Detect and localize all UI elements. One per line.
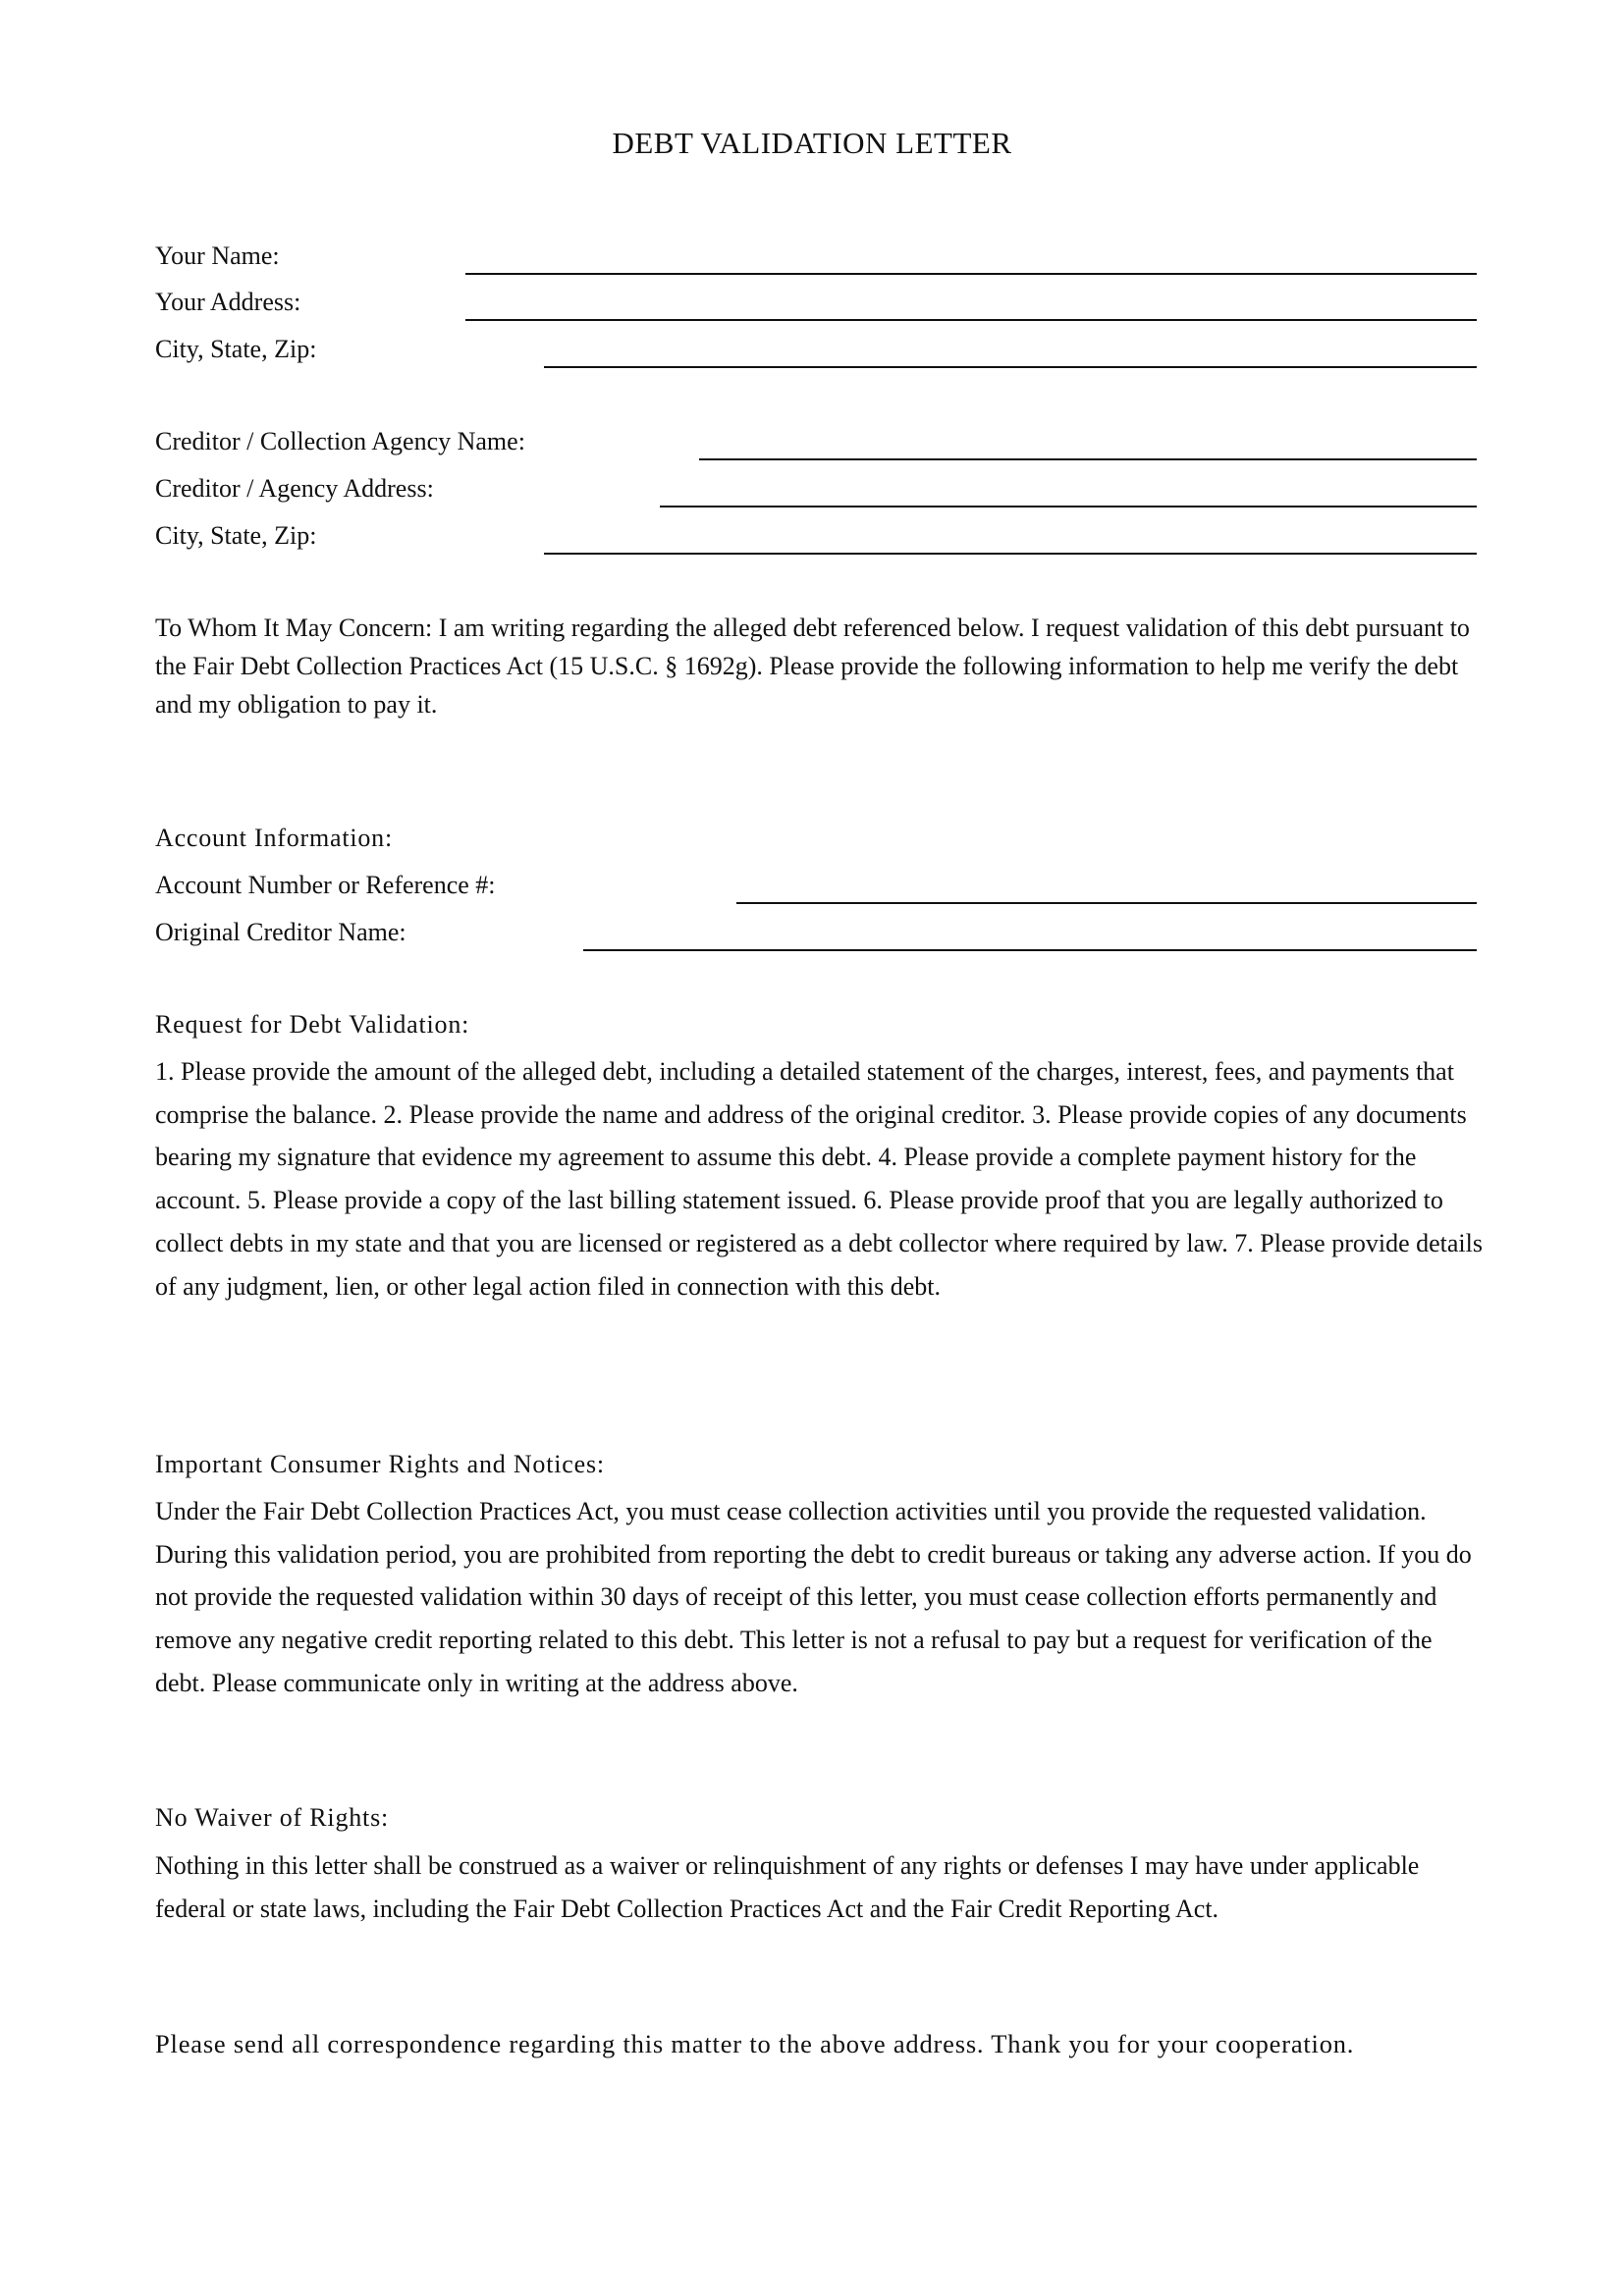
no-waiver-heading: No Waiver of Rights: [155, 1803, 390, 1832]
original-creditor-field[interactable] [155, 916, 1477, 955]
request-validation-paragraph: 1. Please provide the amount of the alleged debt, including a detailed statement of the charges, interest, fees, and payments that comprise the balance. 2. Please provide the name and address of the original creditor. 3. Please provide copies of any documents bearing my signature that evidence my agreement to assume this debt. 4. Please provide a complete payment history for the account. 5. Please provide a copy of the last billing statement issued. 6. Please provide proof that you are legally authorized to collect debts in my state and that you are licensed or registered as a debt collector where required by law. 7. Please provide details of any judgment, lien, or other legal action filed in connection with this debt. [155, 1057, 1483, 1301]
creditor-city-state-zip-field[interactable] [155, 519, 1477, 559]
request-validation-heading: Request for Debt Validation: [155, 1010, 470, 1039]
creditor-address-line[interactable] [660, 506, 1477, 507]
creditor-address-label: Creditor / Agency Address: [155, 474, 434, 503]
your-address-field[interactable] [155, 286, 1477, 325]
creditor-name-field[interactable] [155, 425, 1477, 464]
creditor-city-state-zip-line[interactable] [544, 553, 1477, 555]
creditor-name-label: Creditor / Collection Agency Name: [155, 427, 525, 455]
creditor-address-field[interactable] [155, 472, 1477, 511]
original-creditor-line[interactable] [583, 949, 1477, 951]
your-name-label: Your Name: [155, 241, 280, 270]
creditor-city-state-zip-label: City, State, Zip: [155, 521, 317, 550]
your-city-state-zip-label: City, State, Zip: [155, 335, 317, 363]
your-address-line[interactable] [465, 319, 1477, 321]
consumer-rights-paragraph: Under the Fair Debt Collection Practices Act, you must cease collection activities until you provide the requested validation. During this validation period, you are prohibited from reporting the debt to credit bureaus or taking any adverse action. If you do not provide the requested validation within 30 days of receipt of this letter, you must cease collection efforts permanently and remove any negative credit reporting related to this debt. This letter is not a refusal to pay but a request for verification of the debt. Please communicate only in writing at the address above. [155, 1497, 1472, 1697]
account-number-line[interactable] [736, 902, 1477, 904]
your-city-state-zip-line[interactable] [544, 366, 1477, 368]
consumer-rights-heading: Important Consumer Rights and Notices: [155, 1450, 605, 1478]
document-title: DEBT VALIDATION LETTER [612, 126, 1012, 160]
account-number-field[interactable] [155, 869, 1477, 908]
account-number-label: Account Number or Reference #: [155, 871, 496, 899]
creditor-name-line[interactable] [699, 458, 1477, 460]
your-name-line[interactable] [465, 273, 1477, 275]
account-information-heading: Account Information: [155, 824, 393, 852]
closing-statement: Please send all correspondence regarding this matter to the above address. Thank you for your cooperation. [155, 2029, 1355, 2058]
your-name-field[interactable] [155, 240, 1477, 279]
original-creditor-label: Original Creditor Name: [155, 918, 406, 946]
no-waiver-paragraph: Nothing in this letter shall be construed as a waiver or relinquishment of any rights or defenses I may have under applicable federal or state laws, including the Fair Debt Collection Practices Act and the Fair Credit Reporting Act. [155, 1851, 1420, 1923]
your-city-state-zip-field[interactable] [155, 333, 1477, 372]
your-address-label: Your Address: [155, 288, 301, 316]
intro-paragraph: To Whom It May Concern: I am writing regarding the alleged debt referenced below. I request validation of this debt pursuant to the Fair Debt Collection Practices Act (15 U.S.C. § 1692g). Please provide the following information to help me verify the debt and my obligation to pay it. [155, 614, 1470, 719]
